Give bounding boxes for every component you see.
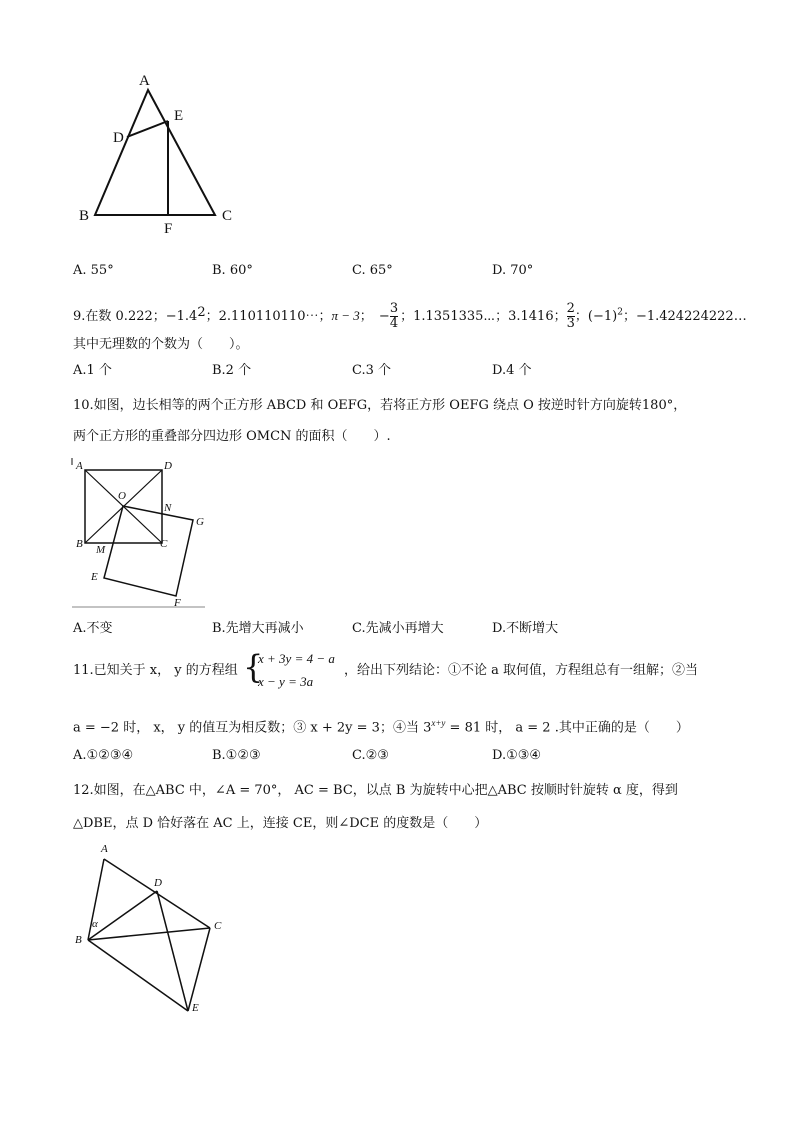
label-m: M [96, 544, 106, 556]
q10-option-c: C.先减小再增大 [352, 621, 444, 636]
label-n: N [164, 502, 172, 514]
q9-prefix: 9.在数 0.222； [73, 309, 166, 324]
label-d: D [164, 460, 172, 472]
q9-frac2-num: 2 [566, 301, 575, 316]
q9-line2: 其中无理数的个数为（ ）。 [73, 337, 249, 352]
label-c: C [160, 538, 168, 550]
label-alpha: α [92, 918, 98, 930]
q12-line1: 12.如图，在△ABC 中，∠A = 70°， AC = BC，以点 B 为旋转中心把△ABC 按顺时针旋转 α 度，得到 [73, 783, 678, 798]
q10-option-a: A.不变 [73, 621, 113, 636]
q10-line2: 两个正方形的重叠部分四边形 OMCN 的面积（ ）. [73, 429, 391, 444]
label-a: A [101, 843, 108, 855]
q10-line1: 10.如图，边长相等的两个正方形 ABCD 和 OEFG，若将正方形 OEFG 绕点 O 按逆时针方向旋转180°， [73, 398, 687, 413]
label-b: B [79, 208, 90, 224]
q12-line2: △DBE，点 D 恰好落在 AC 上，连接 CE，则∠DCE 的度数是（ ） [73, 816, 488, 831]
q11-option-a: A.①②③④ [73, 748, 134, 763]
q9-num-repeating: −1.4 [165, 309, 198, 324]
q11-equation-2: x − y = 3a [258, 674, 314, 689]
q9-frac1-den: 4 [389, 316, 399, 331]
q11-exponent: x+y [431, 718, 446, 728]
label-a: A [139, 73, 150, 89]
segment-bc [88, 928, 210, 940]
label-c: C [214, 920, 222, 932]
q8-option-d: D. 70° [492, 263, 534, 278]
q9-neg-one: (−1) [587, 309, 618, 324]
q9-sep1: ； [359, 309, 373, 324]
q9-num-seq: ；2.110110110⋯； [205, 309, 332, 324]
label-d: D [113, 130, 124, 146]
segment-bd [88, 891, 157, 940]
q9-option-b: B.2 个 [212, 363, 252, 378]
q11-prefix: 11.已知关于 x， y 的方程组 [73, 663, 238, 678]
q9-option-a: A.1 个 [73, 363, 112, 378]
label-f: F [164, 221, 173, 237]
q11-option-c: C.②③ [352, 748, 389, 763]
q9-sep2: ； [574, 309, 588, 324]
q8-option-c: C. 65° [352, 263, 393, 278]
q9-option-d: D.4 个 [492, 363, 532, 378]
q11-option-b: B.①②③ [212, 748, 261, 763]
q9-frac1-num: 3 [389, 301, 399, 316]
label-d: D [154, 877, 162, 889]
q9-num-last: −1.424224222… [635, 309, 747, 324]
label-a: A [76, 460, 83, 472]
q11-system-brace: { [243, 648, 264, 686]
label-e: E [91, 571, 98, 583]
q9-frac2-den: 3 [566, 316, 575, 331]
label-e: E [174, 108, 184, 124]
label-b: B [76, 538, 83, 550]
label-g: G [196, 516, 204, 528]
label-b: B [75, 934, 82, 946]
q9-sep3: ； [622, 309, 636, 324]
q9-repeating-digit: 2 [197, 305, 206, 320]
q11-line2-a: a = −2 时， x， y 的值互为相反数；③ x + 2y = 3；④当 3 [73, 720, 432, 736]
label-f: F [174, 597, 181, 609]
q10-option-b: B.先增大再减小 [212, 621, 304, 636]
q9-num-mid: ；1.1351335⋯；3.1416； [400, 309, 567, 324]
q11-equation-1: x + 3y = 4 − a [258, 651, 335, 666]
q9-neg-one-exp: 2 [617, 307, 623, 318]
q9-pi-minus-3: π − 3 [331, 308, 360, 323]
segment-ce [188, 928, 210, 1011]
q11-line2-b: = 81 时， a = 2 .其中正确的是（ ） [445, 720, 689, 736]
label-c: C [222, 208, 233, 224]
label-e: E [192, 1002, 199, 1014]
q11-option-d: D.①③④ [492, 748, 542, 763]
label-o: O [118, 490, 126, 502]
q8-option-a: A. 55° [73, 263, 114, 278]
q8-option-b: B. 60° [212, 263, 253, 278]
q10-option-d: D.不断增大 [492, 621, 559, 636]
q11-suffix: ，给出下列结论：①不论 a 取何值，方程组总有一组解；②当 [344, 663, 699, 678]
q9-fraction-neg-3-4: − $\frac{3}{4}$ [378, 301, 399, 331]
q9-option-c: C.3 个 [352, 363, 392, 378]
